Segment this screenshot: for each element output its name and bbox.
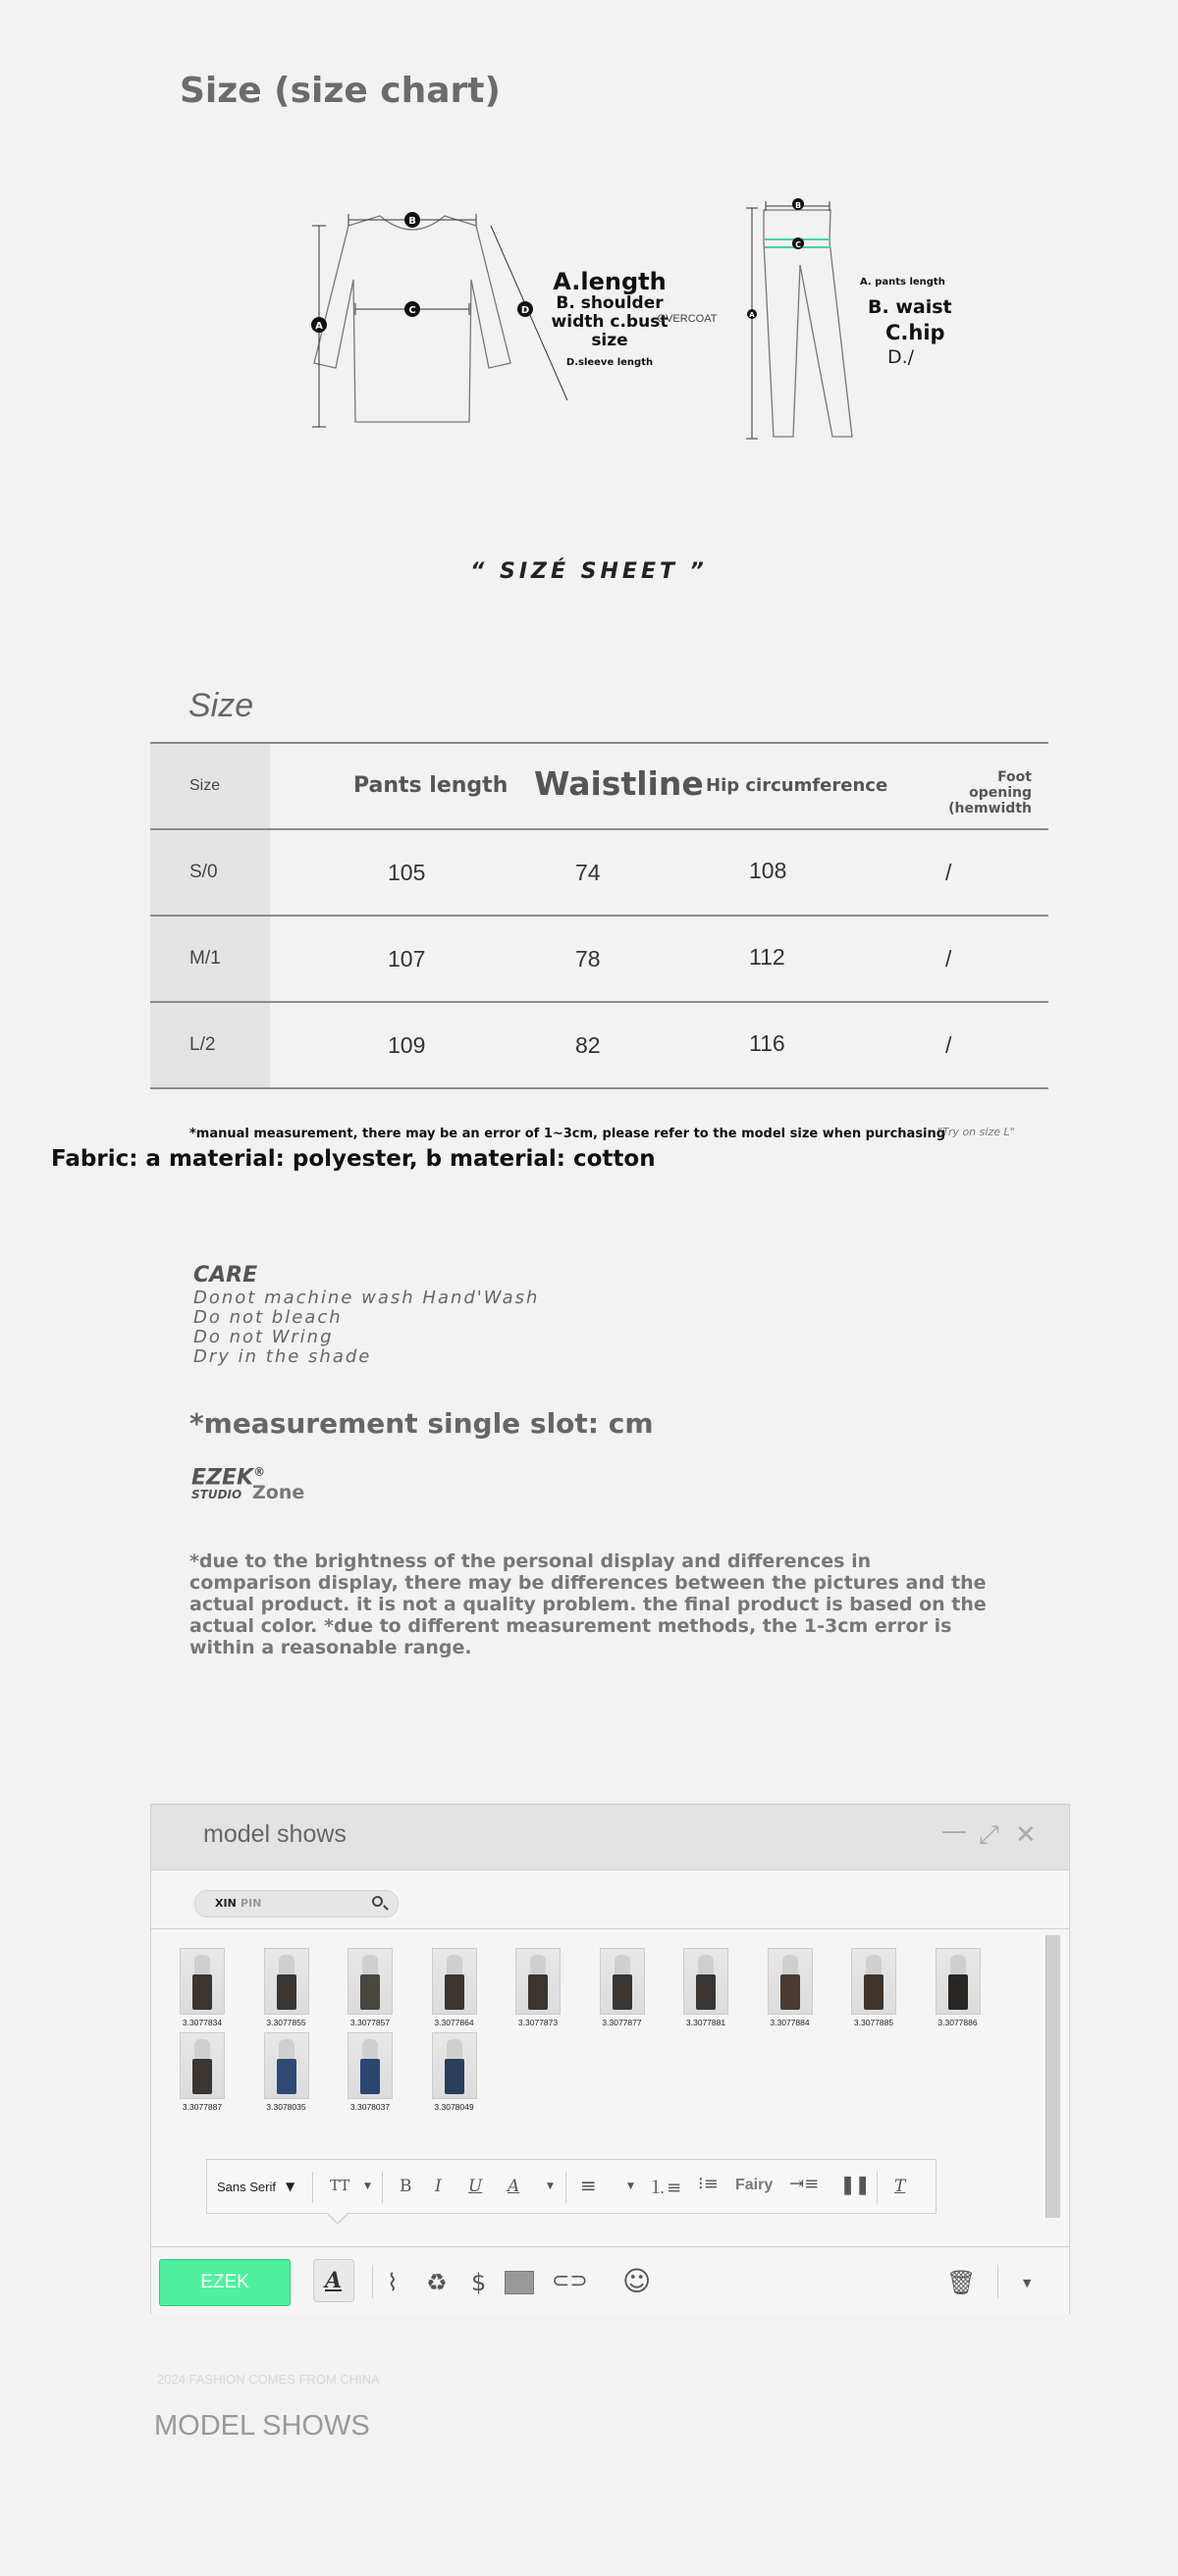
model-top bbox=[530, 1955, 546, 1974]
model-top bbox=[950, 1955, 966, 1974]
cell-pants-length: 105 bbox=[388, 859, 426, 885]
cell-foot: / bbox=[945, 859, 952, 885]
model-thumbnail[interactable] bbox=[593, 1948, 652, 2027]
cell-size: L/2 bbox=[150, 1003, 270, 1087]
brand-name: EZEK bbox=[191, 1465, 254, 1491]
cell-pants-length: 107 bbox=[388, 945, 426, 972]
header-pants-length: Pants length bbox=[353, 773, 509, 798]
thumbnail-caption: 3.3077886 bbox=[937, 2018, 978, 2027]
brand-mark: ® bbox=[253, 1465, 266, 1479]
bullet-list-icon[interactable]: ⁝≡ bbox=[698, 2174, 719, 2194]
model-top bbox=[279, 2039, 294, 2059]
header-foot-opening-line2: (hemwidth bbox=[948, 801, 1032, 816]
model-top bbox=[698, 1955, 714, 1974]
fairy-button[interactable]: Fairy bbox=[735, 2177, 774, 2193]
image-icon[interactable] bbox=[505, 2271, 534, 2294]
chevron-down-icon[interactable]: ▼ bbox=[286, 2180, 295, 2193]
model-pants bbox=[696, 1974, 716, 2010]
model-thumbnail[interactable] bbox=[173, 1948, 232, 2027]
close-icon[interactable]: ✕ bbox=[1015, 1820, 1037, 1850]
thumbnail-caption: 3.3077857 bbox=[349, 2018, 391, 2027]
model-top bbox=[279, 1955, 294, 1974]
model-photo bbox=[683, 1948, 728, 2015]
model-photo bbox=[264, 2032, 309, 2099]
model-pants bbox=[613, 1974, 632, 2010]
model-photo bbox=[348, 2032, 393, 2099]
model-top bbox=[194, 1955, 210, 1974]
diagram-label-pants-length: A. pants length bbox=[860, 277, 945, 288]
model-pants bbox=[192, 2059, 212, 2094]
sheet-title: “ SIZÉ SHEET ” bbox=[470, 559, 708, 584]
indent-icon[interactable]: ⇥≡ bbox=[789, 2174, 820, 2194]
table-header-row bbox=[150, 744, 1048, 830]
model-thumbnail[interactable] bbox=[257, 2032, 316, 2112]
model-top bbox=[362, 2039, 378, 2059]
ordered-list-icon[interactable]: ⒈≡ bbox=[649, 2178, 682, 2198]
header-size: Size bbox=[150, 744, 270, 828]
diagram-letter: A bbox=[749, 311, 755, 319]
diagram-letter: D bbox=[520, 305, 530, 316]
model-photo bbox=[768, 1948, 813, 2015]
toolbar-separator bbox=[877, 2172, 878, 2203]
diagram-label-length: A.length bbox=[553, 268, 667, 295]
brand-zone: Zone bbox=[252, 1482, 305, 1503]
diagram-label-size: size bbox=[591, 331, 628, 350]
diagram-letter: A bbox=[315, 321, 323, 332]
model-thumbnail[interactable] bbox=[425, 2032, 484, 2112]
chevron-down-icon[interactable]: ▼ bbox=[627, 2182, 634, 2191]
search-icon[interactable] bbox=[372, 1896, 383, 1907]
model-pants bbox=[360, 1974, 380, 2010]
cell-waistline: 82 bbox=[575, 1031, 601, 1058]
diagram-label-waist: B. waist bbox=[868, 296, 952, 318]
thumbnail-caption: 3.3077881 bbox=[685, 2018, 726, 2027]
font-size-button[interactable]: TT bbox=[330, 2177, 350, 2194]
model-thumbnail[interactable] bbox=[341, 2032, 400, 2112]
model-top bbox=[447, 2039, 462, 2059]
header-foot-opening-line1: Foot opening bbox=[969, 769, 1032, 801]
cell-hip: 112 bbox=[749, 944, 785, 970]
format-toolbar bbox=[206, 2159, 937, 2214]
cell-size: M/1 bbox=[150, 917, 270, 1001]
model-pants bbox=[445, 2059, 464, 2094]
bold-button[interactable]: B bbox=[400, 2177, 412, 2196]
model-photo bbox=[432, 1948, 477, 2015]
pause-icon[interactable]: ❚❚ bbox=[840, 2175, 871, 2195]
toolbar-separator bbox=[565, 2172, 566, 2203]
text-format-icon: A bbox=[325, 2268, 343, 2293]
diagram-letter: B bbox=[408, 216, 416, 227]
link-icon[interactable]: ⊂⊃ bbox=[552, 2269, 588, 2293]
diagram-letter: C bbox=[795, 240, 801, 249]
cell-hip: 116 bbox=[749, 1030, 785, 1056]
model-photo bbox=[432, 2032, 477, 2099]
model-pants bbox=[277, 2059, 296, 2094]
size-diagram bbox=[265, 186, 972, 461]
care-line: Dry in the shade bbox=[193, 1346, 372, 1367]
cell-size: S/0 bbox=[150, 830, 270, 915]
cell-foot: / bbox=[945, 945, 952, 972]
scrollbar[interactable] bbox=[1045, 1935, 1060, 2218]
care-line: Do not Wring bbox=[193, 1327, 334, 1347]
thumbnail-caption: 3.3077885 bbox=[853, 2018, 894, 2027]
thumbnail-caption: 3.3077834 bbox=[182, 2018, 223, 2027]
toolbar-separator bbox=[382, 2172, 383, 2203]
model-thumbnail[interactable] bbox=[257, 1948, 316, 2027]
fabric-info: Fabric: a material: polyester, b material: cotton bbox=[51, 1146, 656, 1172]
thumbnail-caption: 3.3077855 bbox=[266, 2018, 306, 2027]
model-top bbox=[782, 1955, 798, 1974]
search-input[interactable] bbox=[194, 1890, 399, 1918]
disclaimer: *due to the brightness of the personal display and differences in comparison display, there may be differences between the pictures and the actual product. it is not a quality problem. the final product is based on the actual color. *due to different measurement methods, the 1-3cm error is within a reasonable range. bbox=[189, 1551, 987, 1658]
window-divider bbox=[151, 1928, 1069, 1929]
diagram-label-bust: width c.bust bbox=[551, 312, 669, 332]
toolbar-separator bbox=[372, 2265, 373, 2298]
diagram-label-sleeve: D.sleeve length bbox=[565, 357, 654, 368]
header-hip: Hip circumference bbox=[706, 775, 888, 796]
italic-button[interactable]: I bbox=[435, 2177, 442, 2196]
minimize-icon[interactable]: — bbox=[941, 1816, 967, 1846]
model-photo bbox=[600, 1948, 645, 2015]
chevron-down-icon[interactable]: ▼ bbox=[364, 2182, 371, 2191]
clear-format-button[interactable]: T bbox=[894, 2177, 906, 2196]
model-pants bbox=[864, 1974, 884, 2010]
size-heading: Size bbox=[188, 687, 254, 724]
thumbnail-caption: 3.3078049 bbox=[434, 2102, 474, 2112]
header-foot-opening bbox=[936, 769, 1032, 816]
model-pants bbox=[780, 1974, 800, 2010]
chevron-down-icon[interactable]: ▼ bbox=[1023, 2277, 1032, 2289]
bottom-bar bbox=[151, 2246, 1069, 2314]
table-row bbox=[150, 830, 1048, 917]
size-table bbox=[150, 742, 1048, 1089]
thumbnail-caption: 3.3078035 bbox=[266, 2102, 306, 2112]
diagram-label-d: D./ bbox=[887, 346, 915, 368]
care-line: Do not bleach bbox=[193, 1307, 343, 1328]
cell-foot: / bbox=[945, 1031, 952, 1058]
measurement-note: *manual measurement, there may be an error of 1~3cm, please refer to the model size when purchasing bbox=[189, 1127, 946, 1141]
model-photo bbox=[348, 1948, 393, 2015]
model-photo bbox=[936, 1948, 981, 2015]
model-thumbnail[interactable] bbox=[341, 1948, 400, 2027]
model-photo bbox=[515, 1948, 561, 2015]
model-photo bbox=[264, 1948, 309, 2015]
model-shows-window bbox=[150, 1804, 1070, 2314]
model-thumbnail[interactable] bbox=[844, 1948, 903, 2027]
model-pants bbox=[277, 1974, 296, 2010]
thumbnail-caption: 3.3077884 bbox=[770, 2018, 810, 2027]
model-thumbnail[interactable] bbox=[173, 2032, 232, 2112]
toolbar-separator bbox=[312, 2172, 313, 2203]
model-top bbox=[866, 1955, 882, 1974]
diagram-label-hip: C.hip bbox=[885, 321, 945, 344]
model-top bbox=[447, 1955, 462, 1974]
header-waistline: Waistline bbox=[534, 764, 704, 803]
model-thumbnail[interactable] bbox=[929, 1948, 988, 2027]
toolbar-pointer bbox=[326, 2213, 349, 2225]
model-photo bbox=[851, 1948, 896, 2015]
recycle-icon[interactable]: ♻ bbox=[426, 2269, 448, 2296]
model-thumbnail[interactable] bbox=[509, 1948, 567, 2027]
model-photo bbox=[180, 1948, 225, 2015]
thumbnail-caption: 3.3077864 bbox=[434, 2018, 474, 2027]
model-pants bbox=[192, 1974, 212, 2010]
page-title: Size (size chart) bbox=[180, 71, 501, 111]
model-top bbox=[362, 1955, 378, 1974]
search-prefix: XIN bbox=[215, 1897, 237, 1910]
table-row bbox=[150, 917, 1048, 1003]
garment-illustration bbox=[265, 186, 972, 461]
cell-waistline: 78 bbox=[575, 945, 601, 972]
font-select[interactable]: Sans Serif bbox=[217, 2180, 276, 2194]
maximize-icon[interactable]: ⤢ bbox=[979, 1820, 999, 1850]
dollar-icon[interactable]: $ bbox=[471, 2269, 487, 2296]
diagram-letter: B bbox=[794, 201, 802, 210]
brand-studio: STUDIO bbox=[191, 1488, 242, 1501]
model-pants bbox=[528, 1974, 548, 2010]
fashion-tagline: 2024 FASHION COMES FROM CHINA bbox=[157, 2372, 380, 2387]
thumbnail-caption: 3.3077873 bbox=[517, 2018, 559, 2027]
cell-pants-length: 109 bbox=[388, 1031, 426, 1058]
model-top bbox=[194, 2039, 210, 2059]
model-photo bbox=[180, 2032, 225, 2099]
window-header bbox=[151, 1805, 1069, 1870]
try-on-note: "Try on size L" bbox=[937, 1126, 1015, 1138]
model-thumbnail[interactable] bbox=[425, 1948, 484, 2027]
cell-hip: 108 bbox=[749, 858, 787, 883]
care-title: CARE bbox=[193, 1263, 258, 1288]
measurement-unit: *measurement single slot: cm bbox=[189, 1407, 654, 1440]
window-title: model shows bbox=[203, 1820, 347, 1848]
thumbnail-caption: 3.3078037 bbox=[349, 2102, 391, 2112]
model-thumbnail[interactable] bbox=[676, 1948, 735, 2027]
care-line: Donot machine wash Hand'Wash bbox=[193, 1288, 540, 1308]
model-shows-heading: MODEL SHOWS bbox=[154, 2410, 370, 2442]
cell-waistline: 74 bbox=[575, 859, 601, 885]
model-pants bbox=[948, 1974, 968, 2010]
search-text: PIN bbox=[241, 1897, 262, 1910]
toolbar-separator bbox=[997, 2265, 998, 2298]
model-pants bbox=[445, 1974, 464, 2010]
underline-button[interactable]: U bbox=[468, 2177, 483, 2196]
attachment-icon[interactable]: ⌇ bbox=[387, 2269, 399, 2296]
model-pants bbox=[360, 2059, 380, 2094]
trash-icon[interactable]: 🗑 bbox=[946, 2269, 977, 2296]
table-row bbox=[150, 1003, 1048, 1089]
emoji-icon[interactable]: ☺ bbox=[622, 2265, 652, 2297]
align-icon[interactable]: ≡ bbox=[580, 2174, 597, 2197]
model-top bbox=[615, 1955, 630, 1974]
thumbnail-caption: 3.3077887 bbox=[182, 2102, 223, 2112]
diagram-label-shoulder: B. shoulder bbox=[556, 293, 664, 313]
model-thumbnail[interactable] bbox=[761, 1948, 820, 2027]
diagram-center-label: OVERCOAT bbox=[657, 313, 718, 325]
diagram-letter: C bbox=[408, 305, 416, 316]
chevron-down-icon[interactable]: ▼ bbox=[547, 2182, 554, 2191]
text-color-button[interactable]: A bbox=[508, 2177, 520, 2196]
text-format-toggle[interactable] bbox=[313, 2259, 354, 2302]
thumbnail-caption: 3.3077877 bbox=[602, 2018, 642, 2027]
send-button[interactable]: EZEK bbox=[159, 2259, 291, 2306]
